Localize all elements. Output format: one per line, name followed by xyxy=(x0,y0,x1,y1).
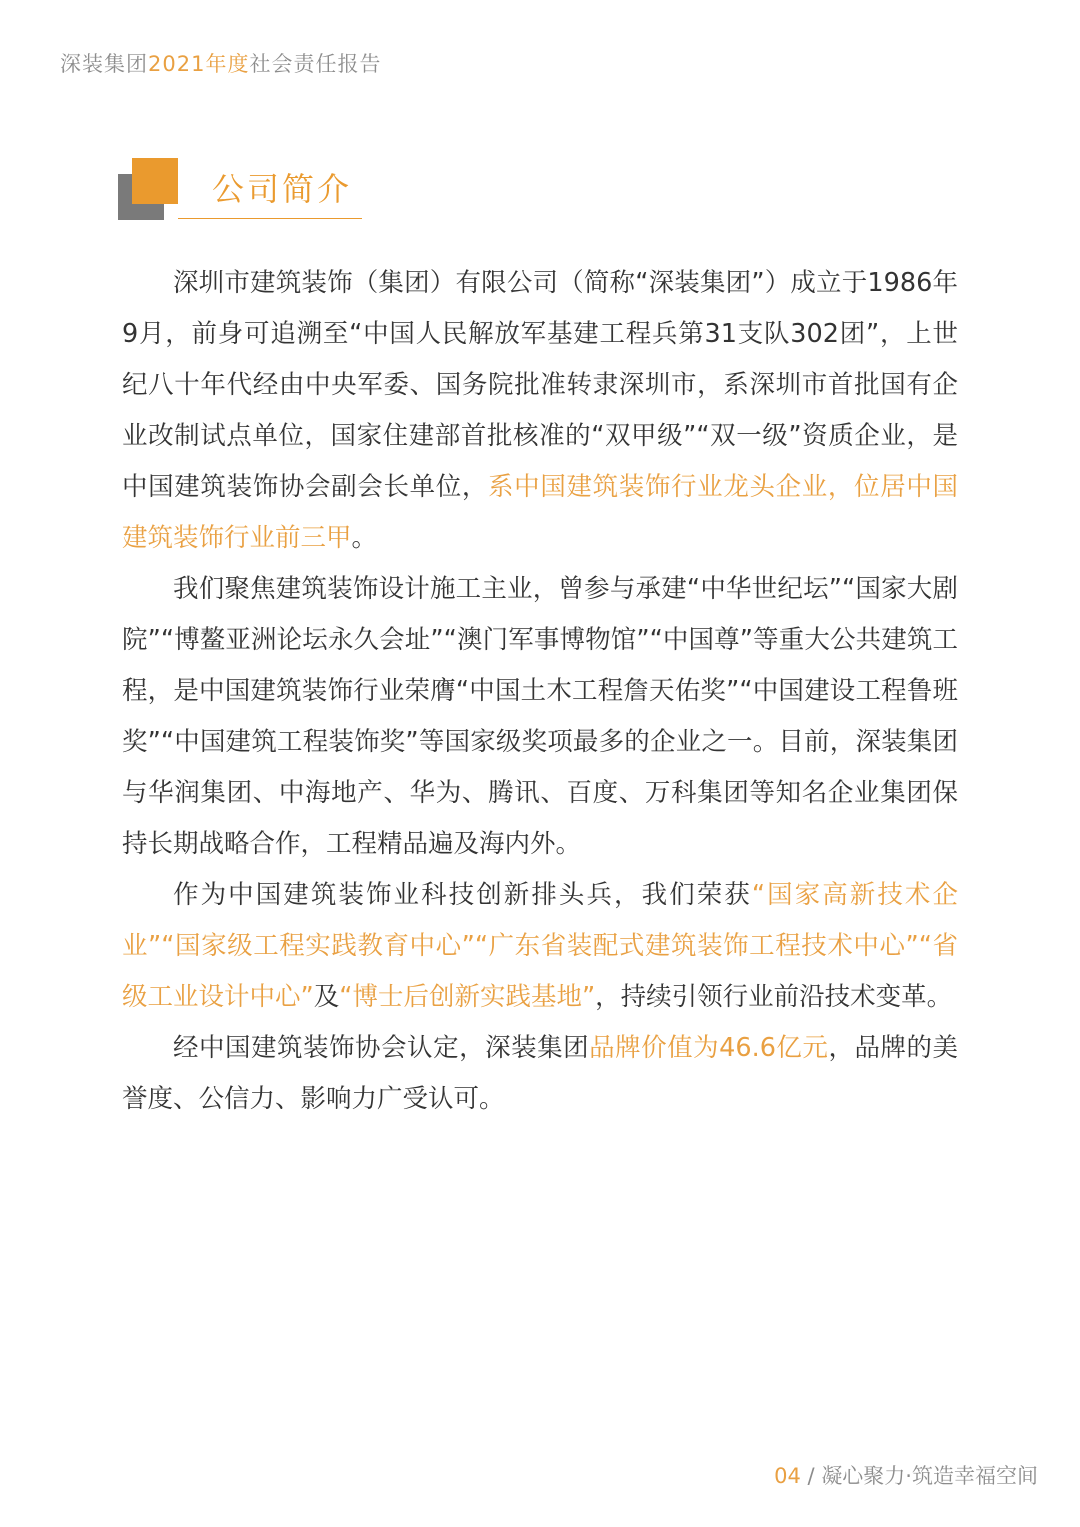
page-footer xyxy=(774,1460,1038,1490)
header-year: 2021年度 xyxy=(148,52,250,76)
section-title: 公司简介 xyxy=(212,170,353,208)
p3-connector: 及 xyxy=(313,982,340,1012)
paragraph-3 xyxy=(122,870,958,1023)
report-header xyxy=(60,48,381,78)
p1-end: 。 xyxy=(351,523,378,553)
p1-highlight: 系中国建筑装饰行业龙头企业，位居中国建筑装饰行业前三甲 xyxy=(122,472,958,553)
paragraph-4 xyxy=(122,1023,958,1125)
p4-highlight-brand-value: 品牌价值为46.6亿元 xyxy=(589,1033,829,1063)
p4-end: ，品牌的美誉度、公信力、影响力广受认可。 xyxy=(122,1033,958,1114)
footer-separator: / xyxy=(800,1464,822,1488)
title-underline xyxy=(178,218,362,219)
paragraph-1 xyxy=(122,258,958,564)
body-text xyxy=(122,258,958,1125)
p3-highlight-base: “博士后创新实践基地” xyxy=(339,982,596,1012)
p2-text: 我们聚焦建筑装饰设计施工主业，曾参与承建“中华世纪坛”“国家大剧院”“博鳌亚洲论坛永久会址”“澳门军事博物馆”“中国尊”等重大公共建筑工程，是中国建筑装饰行业荣膺“中国土木工程詹天佑奖”“中国建设工程鲁班奖”“中国建筑工程装饰奖”等国家级奖项最多的企业之一。目前，深装集团与华润集团、中海地产、华为、腾讯、百度、万科集团等知名企业集团保持长期战略合作，工程精品遍及海内外。 xyxy=(122,574,958,859)
p3-highlight-awards: “国家高新技术企业”“国家级工程实践教育中心”“广东省装配式建筑装饰工程技术中心”“省级工业设计中心” xyxy=(122,880,958,1012)
p3-text: 作为中国建筑装饰业科技创新排头兵，我们荣获 xyxy=(173,880,752,910)
header-suffix: 社会责任报告 xyxy=(249,52,382,76)
page-number: 04 xyxy=(774,1464,801,1488)
paragraph-2 xyxy=(122,564,958,870)
p1-text: 深圳市建筑装饰（集团）有限公司（简称“深装集团”）成立于1986年9月，前身可追溯至“中国人民解放军基建工程兵第31支队302团”，上世纪八十年代经由中央军委、国务院批准转隶深圳市，系深圳市首批国有企业改制试点单位，国家住建部首批核准的“双甲级”“双一级”资质企业，是中国建筑装饰协会副会长单位， xyxy=(122,268,958,502)
p3-end: ，持续引领行业前沿技术变革。 xyxy=(595,982,953,1012)
header-prefix: 深装集团 xyxy=(60,52,148,76)
p4-text: 经中国建筑装饰协会认定，深装集团 xyxy=(173,1033,590,1063)
section-heading xyxy=(118,158,368,222)
orange-square-decoration xyxy=(132,158,178,204)
footer-slogan: 凝心聚力·筑造幸福空间 xyxy=(821,1464,1038,1488)
